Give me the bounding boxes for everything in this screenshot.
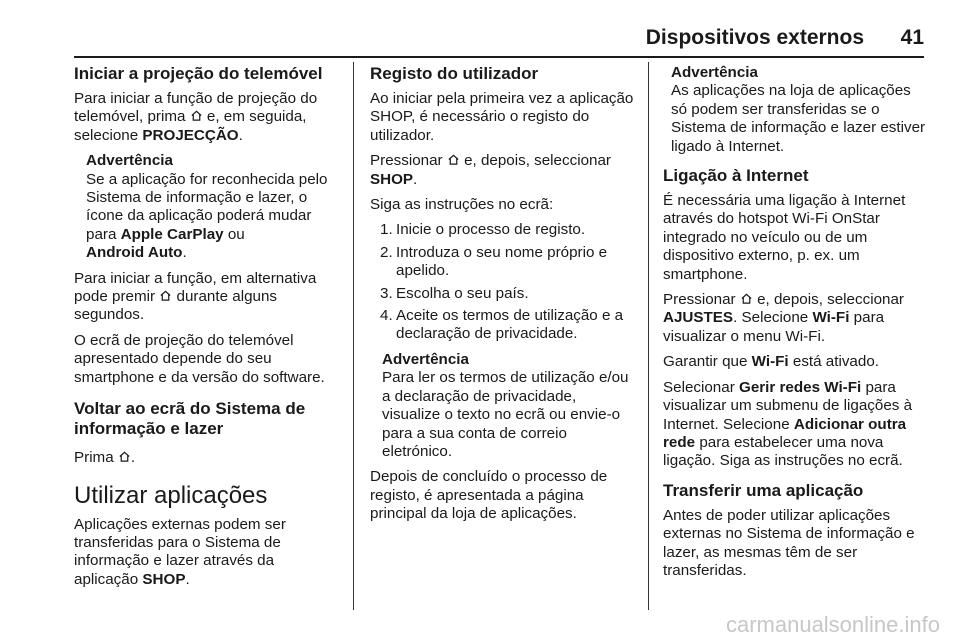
home-icon [447,153,460,166]
paragraph: Aplicações externas podem ser transferidas para o Sistema de informação e lazer através da aplicação SHOP. [74,515,286,588]
list-item [370,244,636,281]
note-text: Para ler os termos de utilização e/ou a declaração de privacidade, visualize o texto no ecrã ou envie-o para a sua conta de correio eletrónico. [382,369,629,460]
text: para visualizar o menu Wi-Fi. [663,309,885,345]
paragraph: Antes de poder utilizar aplicações externas no Sistema de informação e lazer, as mesmas têm de ser transferidas. [663,506,915,579]
text: para visualizar um submenu de ligações à Internet. Selecione [663,378,913,433]
term-wifi: Wi-Fi [751,353,789,371]
term-android-auto: Android Auto [86,244,183,262]
list-item [370,221,636,239]
note-text: As aplicações na loja de aplicações só podem ser transferidas se o Sistema de informação e lazer estiver ligado à Internet. [671,82,926,155]
paragraph [663,291,929,346]
text: Garantir que [663,353,748,371]
note-title: Advertência [382,350,469,368]
note-text: Se a aplicação for reconhecida pelo Sistema de informação e lazer, o ícone da aplicação poderá mudar para [86,170,328,243]
heading-iniciar-projecao: Iniciar a projeção do telemóvel [74,64,323,83]
text: Para iniciar a função, em alternativa pode premir [74,269,317,306]
heading-transferir: Transferir uma aplicação [663,480,864,500]
step-text: Inicie o processo de registo. [396,221,586,239]
steps-list [370,221,636,343]
note-title: Advertência [86,152,173,170]
page-number: 41 [900,26,924,49]
header-rule [74,56,924,58]
text: para estabelecer uma nova ligação. Siga as instruções no ecrã. [663,433,903,470]
note: Advertência Se a aplicação for reconhecida pelo Sistema de informação e lazer, o ícone da aplicação poderá mudar para Apple CarPlay ou Android Auto. [86,152,340,262]
note [671,64,929,156]
home-icon [190,109,203,122]
heading-ligacao-internet: Ligação à Internet [663,166,809,186]
paragraph [663,353,929,371]
text: Selecionar [663,378,735,396]
term-gerir-redes: Gerir redes Wi-Fi [739,378,862,396]
heading-registo: Registo do utilizador [370,64,539,83]
step-number: 4. [380,307,393,325]
paragraph [74,270,340,325]
paragraph: Depois de concluído o processo de registo, é apresentada a página principal da loja de aplicações. [370,468,608,523]
heading-utilizar-aplicacoes: Utilizar aplicações [74,481,268,509]
text: Prima [74,449,114,467]
step-number: 1. [380,221,393,239]
paragraph: Para iniciar a função de projeção do telemóvel, prima e, em seguida, selecione PROJECÇÃO. [74,90,318,144]
paragraph [663,379,929,471]
step-text: Introduza o seu nome próprio e apelido. [396,243,608,280]
term-wifi: Wi-Fi [812,309,850,327]
paragraph: É necessária uma ligação à Internet através do hotspot Wi-Fi OnStar integrado no veículo ou de um dispositivo externo, p. ex. um smartphone. [663,192,906,283]
text: ou [227,225,245,243]
paragraph: Prima . [74,449,136,467]
step-text: Aceite os termos de utilização e a declaração de privacidade. [396,307,624,343]
text: e, depois, seleccionar [464,152,611,170]
text: Pressionar [370,152,443,170]
note [382,351,636,461]
step-text: Escolha o seu país. [396,284,529,302]
text: durante alguns segundos. [74,288,277,324]
home-icon [118,450,131,463]
term-adicionar-rede: Adicionar outra rede [663,415,907,451]
paragraph: O ecrã de projeção do telemóvel apresentado depende do seu smartphone e da versão do software. [74,331,325,386]
text: e, em seguida, selecione [74,108,307,144]
text: Para iniciar a função de projeção do telemóvel, prima [74,90,318,126]
step-number: 2. [380,243,393,261]
page-header [74,24,924,58]
term-shop: SHOP [370,170,414,188]
text: está ativado. [792,353,879,371]
text: . Selecione [733,309,809,327]
watermark: carmanualsonline.info [725,612,940,637]
heading-voltar: Voltar ao ecrã do Sistema de informação e lazer [74,399,306,439]
column-divider-1 [353,62,354,610]
note-title: Advertência [671,64,758,81]
page-title: Dispositivos externos [645,26,864,49]
column-2 [370,64,636,531]
term-apple-carplay: Apple CarPlay [120,225,224,243]
list-item [370,285,636,303]
text: Aplicações externas podem ser transferidas para o Sistema de informação e lazer através da aplicação [74,515,286,588]
text: Pressionar [663,291,736,309]
home-icon [740,292,753,305]
menu-term-projeccao: PROJECÇÃO [142,126,239,144]
term-shop: SHOP [142,570,186,588]
home-icon [159,289,172,302]
term-ajustes: AJUSTES [663,309,734,327]
paragraph: Pressionar e, depois, seleccionar SHOP. [370,152,611,188]
column-3 [663,64,929,587]
paragraph: Ao iniciar pela primeira vez a aplicação SHOP, é necessário o registo do utilizador. [370,90,634,144]
list-item [370,307,636,344]
text: e, depois, seleccionar [757,291,904,309]
column-divider-2 [648,62,649,610]
paragraph: Siga as instruções no ecrã: [370,196,554,214]
step-number: 3. [380,284,393,302]
column-1 [74,64,340,596]
